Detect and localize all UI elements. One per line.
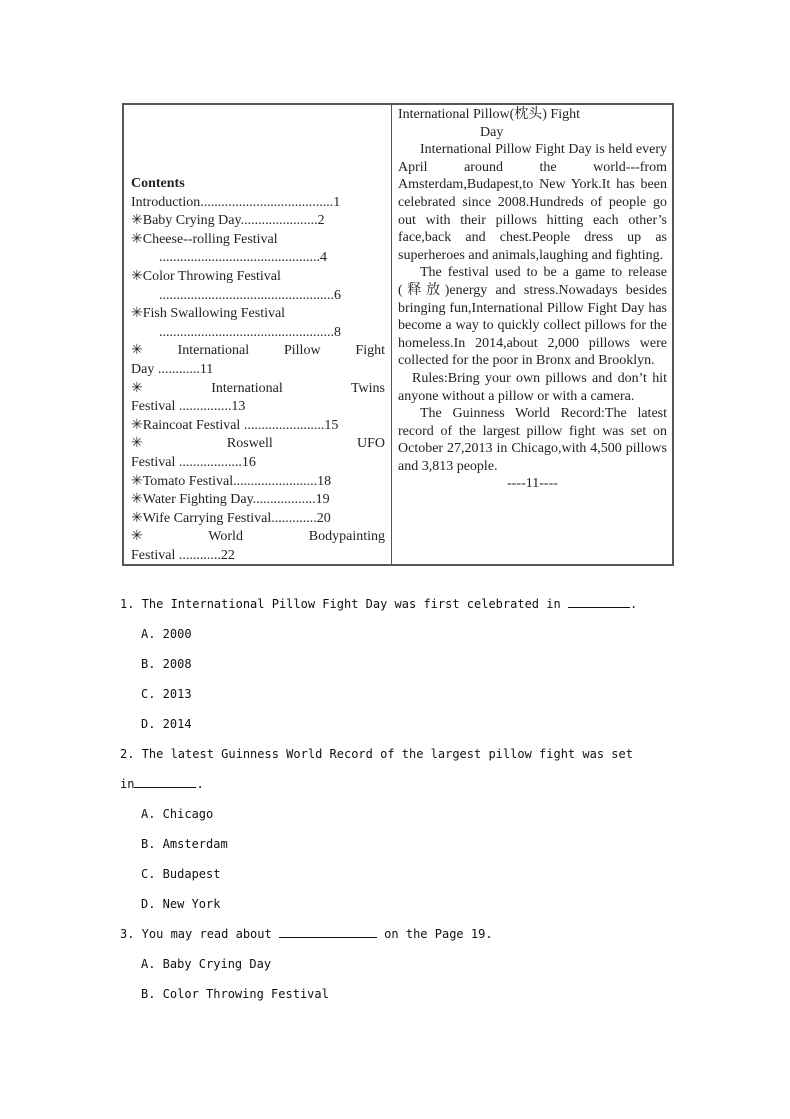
toc-item-text: ✳Water Fighting Day..................19	[131, 492, 330, 508]
toc-item-text: ✳ World Bodypainting	[131, 529, 385, 545]
question-text: You may read about	[134, 927, 279, 941]
toc-item-text: ✳Wife Carrying Festival.............20	[131, 510, 331, 526]
option-1a[interactable]: A. 2000	[141, 627, 192, 641]
toc-item-baby-crying-day	[131, 212, 385, 231]
toc-item-text: ✳Tomato Festival........................18	[131, 473, 332, 489]
toc-item-page: Day ............11	[131, 361, 214, 377]
toc-item-pillow-fight-day	[131, 342, 385, 379]
toc-item-introduction	[131, 194, 385, 213]
toc-item-text: ✳ Roswell UFO	[131, 436, 385, 452]
article-paragraph-record: The Guinness World Record:The latest record of the largest pillow fight was set on October 27,2013 in Chicago,with 4,500 pillows and 3,813 people.	[398, 406, 667, 474]
toc-item-water-fighting-day	[131, 491, 385, 510]
article-paragraph: International Pillow Fight Day is held every April around the world---from Amsterdam,Budapest,to New York.It has been celebrated since 2008.Hundreds of people go out with their pillows hitting each other’s face,back and chest.People dress up as superheroes and animals,laughing and fighting.	[398, 142, 667, 263]
passage-table	[122, 103, 674, 566]
toc-item-text: ✳Baby Crying Day......................2	[131, 213, 325, 229]
toc-item-page: ..............................................4	[159, 250, 327, 266]
answer-blank[interactable]	[134, 775, 196, 788]
toc-item-page: ..................................................6	[159, 287, 341, 303]
toc-item-tomato-festival	[131, 473, 385, 492]
question-text-end: .	[196, 777, 204, 791]
toc-item-page: Festival ............22	[131, 547, 235, 563]
option-1c[interactable]: C. 2013	[141, 687, 192, 701]
question-text-end: .	[629, 597, 638, 611]
toc-item-world-bodypainting	[131, 528, 385, 565]
question-number: 3.	[120, 927, 135, 941]
toc-item-raincoat-festival	[131, 417, 385, 436]
option-2c[interactable]: C. Budapest	[141, 867, 221, 881]
article-column	[392, 105, 672, 564]
questions-section	[120, 594, 640, 1014]
option-2b[interactable]: B. Amsterdam	[141, 837, 228, 851]
question-text: The International Pillow Fight Day was first celebrated in	[134, 597, 568, 611]
question-number: 2.	[120, 747, 135, 761]
question-text: in	[120, 777, 135, 791]
question-number: 1.	[120, 597, 135, 611]
toc-item-text: ✳Color Throwing Festival	[131, 268, 281, 284]
question-2-continued	[120, 774, 640, 804]
toc-item-text: Introduction......................................1	[131, 194, 341, 210]
option-1d[interactable]: D. 2014	[141, 717, 192, 731]
question-1	[120, 594, 640, 624]
toc-item-text: ✳Fish Swallowing Festival	[131, 306, 286, 322]
toc-item-twins-festival	[131, 380, 385, 417]
page-number: ----11----	[507, 476, 558, 492]
toc-item-text: ✳ International Twins	[131, 380, 385, 396]
toc-item-wife-carrying	[131, 510, 385, 529]
question-3	[120, 924, 640, 954]
toc-item-text: ✳Raincoat Festival .......................15	[131, 417, 339, 433]
question-text: The latest Guinness World Record of the largest pillow fight was set	[134, 747, 633, 761]
toc-item-roswell-ufo	[131, 435, 385, 472]
option-3a[interactable]: A. Baby Crying Day	[141, 957, 272, 971]
contents-column	[124, 105, 392, 564]
toc-item-color-throwing	[131, 268, 385, 305]
article-title-continued: Day	[480, 124, 504, 140]
answer-blank[interactable]	[279, 925, 377, 938]
question-2	[120, 744, 640, 774]
toc-item-page: ..................................................8	[159, 324, 341, 340]
toc-item-fish-swallowing	[131, 305, 385, 342]
toc-item-text: ✳ International Pillow Fight	[131, 343, 385, 359]
article-paragraph: The festival used to be a game to release (释放)energy and stress.Nowadays besides bringing fun,International Pillow Fight Day has become a way to quickly collect pillows for the homeless.In 2014,about 2,000 pillows were collected for the poor in Bronx and Brooklyn.	[398, 265, 667, 369]
toc-item-page: Festival ..................16	[131, 454, 256, 470]
option-2d[interactable]: D. New York	[141, 897, 221, 911]
toc-item-cheese-rolling	[131, 231, 385, 268]
article-title: International Pillow(枕头) Fight	[398, 107, 580, 122]
article-paragraph-rules: Rules:Bring your own pillows and don’t hit anyone without a pillow or with a camera.	[398, 370, 667, 404]
option-2a[interactable]: A. Chicago	[141, 807, 214, 821]
toc-item-text: ✳Cheese--rolling Festival	[131, 231, 278, 247]
answer-blank[interactable]	[568, 595, 630, 608]
option-3b[interactable]: B. Color Throwing Festival	[141, 987, 329, 1001]
toc-item-page: Festival ...............13	[131, 399, 246, 415]
option-1b[interactable]: B. 2008	[141, 657, 192, 671]
question-text-end: on the Page 19.	[376, 927, 493, 941]
contents-heading: Contents	[131, 176, 185, 191]
